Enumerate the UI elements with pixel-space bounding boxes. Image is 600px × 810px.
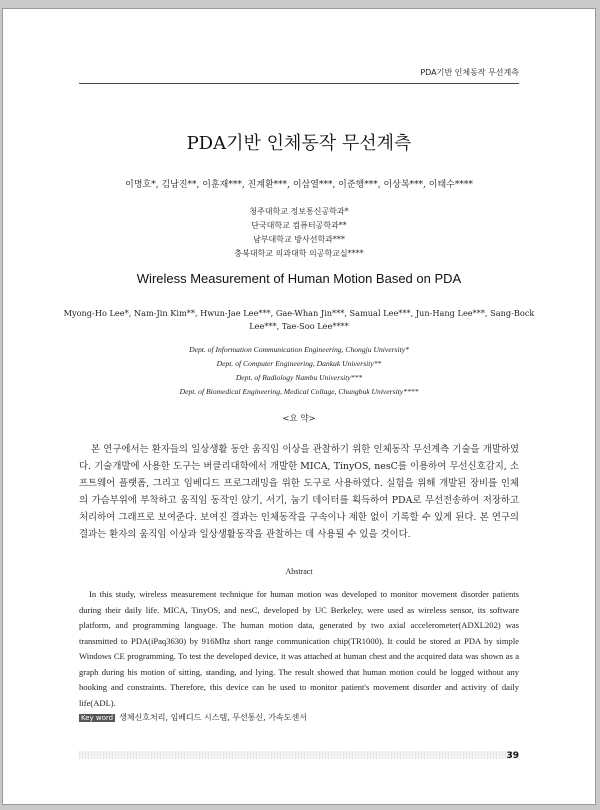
department-en-1: Dept. of Information Communication Engineering, Chongju University* (189, 345, 409, 354)
running-head: PDA기반 인체동작 무선계측 (420, 68, 519, 77)
abstract-korean-heading: <요 약> (282, 414, 316, 424)
abstract-english-body: In this study, wireless measurement technique for human motion was developed to monitor movement disorder patients during their daily life. MICA, TinyOS, and nesC, developed by UC Berkeley, were used as wireless sensor, its software platform, and programming language. The human motion data, generated by two axial accelerometer(ADXL202) was transmitted to PDA(iPaq3630) by 916Mhz short range communication chip(TR1000). It could be stored at PDA by simple Windows CE programming. To test the developed device, it was attached at human chest and the acquired data was shown as a graph during his motion of sitting, standing, and lying. The result showed that human motion could be logged without any hooking and constraints. Therefore, this device can be used to monitor patient's movement disorder and activity of daily life(ADL). (79, 589, 519, 708)
department-en-4: Dept. of Biomedical Engineering, Medical Collage, Chungbuk University**** (179, 387, 419, 396)
abstract-english-heading: Abstract (285, 567, 313, 576)
affiliation-ko-1: 청주대학교 정보통신공학과* (249, 207, 349, 216)
title-korean: PDA기반 인체동작 무선계측 (186, 133, 412, 154)
keywords-text: 생체신호처리, 임베디드 시스템, 무선통신, 가속도센서 (119, 713, 307, 722)
title-english: Wireless Measurement of Human Motion Based on PDA (136, 271, 462, 286)
affiliation-ko-3: 남부대학교 방사선학과*** (253, 235, 345, 244)
keywords-label: Key word (81, 714, 114, 722)
keywords-line (79, 712, 307, 723)
department-en-2: Dept. of Computer Engineering, Dankuk University** (216, 359, 382, 368)
paper-page (2, 8, 596, 805)
authors-english: Myong-Ho Lee*, Nam-Jin Kim**, Hwun-Jae Lee***, Gae-Whan Jin***, Samual Lee***, Jun-Hang Lee***, Sang-Bock Lee***, Tae-Soo Lee**** (63, 308, 535, 331)
header-rule (79, 83, 519, 84)
affiliation-ko-4: 충북대학교 의과대학 의공학교실**** (234, 249, 364, 258)
footer-band (79, 751, 519, 759)
abstract-korean-body: 본 연구에서는 환자들의 일상생활 동안 움직임 이상을 관찰하기 위한 인체동작 무선계측 기술을 개발하였다. 기술개발에 사용한 도구는 버클리대학에서 개발한 MICA, TinyOS, nesC를 이용하여 무선신호감지, 소프트웨어 플랫폼, 그리고 임베디드 프로그래밍을 위한 도구로 사용하였다. 실험을 위해 개발된 장비를 인체의 가슴부위에 부착하고 움직임 동작인 앉기, 서기, 눕기 데이터를 획득하여 PDA로 무선전송하여 저장하고 처리하여 그래프로 보여준다. 보여진 결과는 인체동작을 구속이나 제한 없이 기록할 수 있게 된다. 본 연구의 결과는 환자의 움직임 이상과 일상생활동작을 관찰하는 데 사용될 수 있을 것이다. (79, 444, 519, 540)
authors-korean: 이명호*, 김남진**, 이훈재***, 진계환***, 이삼열***, 이준행***, 이상복***, 이태수**** (125, 180, 473, 190)
department-en-3: Dept. of Radiology Nambu University*** (235, 373, 363, 382)
affiliation-ko-2: 단국대학교 컴퓨터공학과** (251, 221, 347, 230)
page-number: 39 (506, 751, 519, 761)
